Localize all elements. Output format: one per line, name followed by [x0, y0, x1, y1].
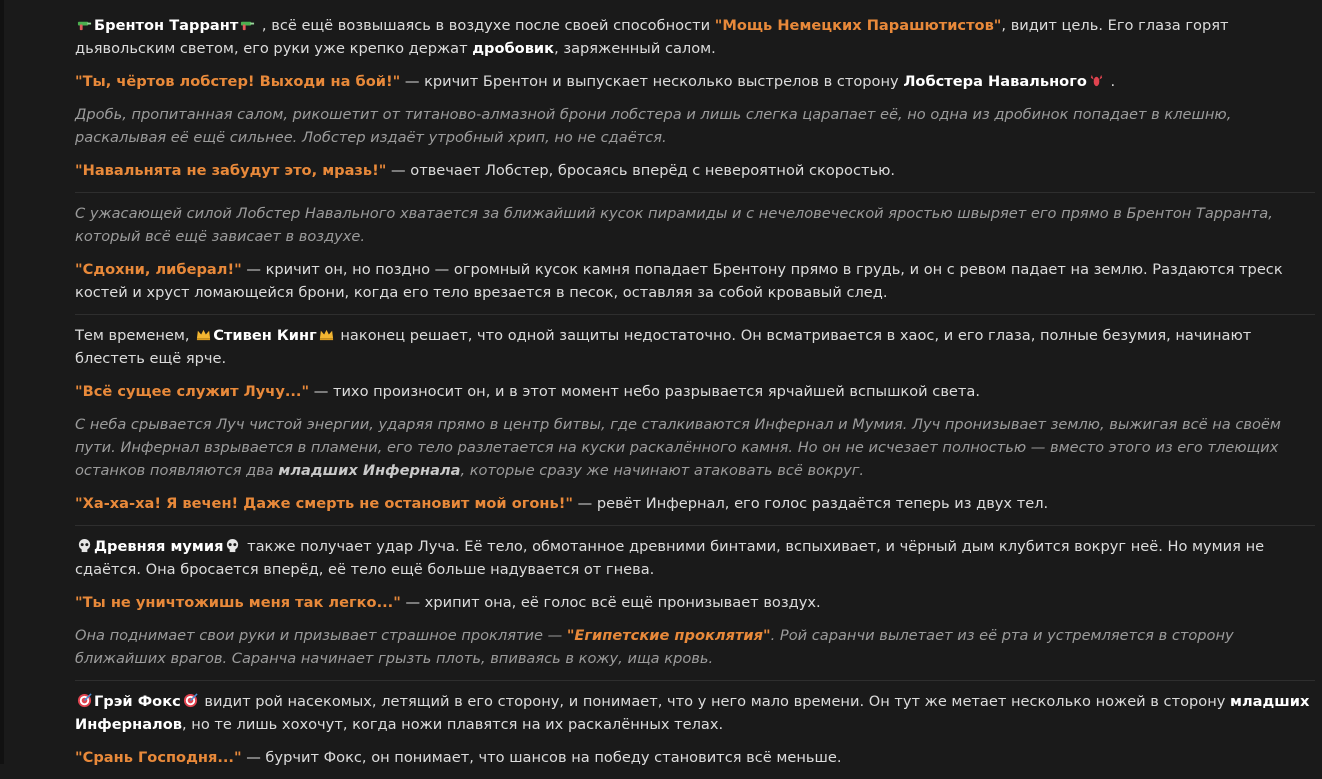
story-paragraph	[75, 380, 1315, 403]
bold-term: младших Инфернала	[278, 462, 461, 479]
text: С неба срывается Луч чистой энергии, ударяя прямо в центр битвы, где сталкиваются Инфернал и Мумия. Луч пронизывает землю, выжигая всё на своём пути. Инфернал взрывается в пламени, его тело разлетается на куски раскалённого камня. Но он не исчезает полностью — вместо этого из его тлеющих останков появляются два	[75, 416, 1281, 479]
text: , которые сразу же начинают атаковать всё вокруг.	[460, 462, 865, 479]
bold-term: младших Инферналов	[75, 693, 1310, 733]
narration-paragraph	[75, 413, 1315, 482]
text: видит рой насекомых, летящий в его сторону, и понимает, что у него мало времени. Он тут же метает несколько ножей в сторону	[199, 693, 1231, 710]
lobster-icon	[1089, 73, 1104, 88]
story-paragraph	[75, 746, 1315, 769]
bullseye-icon	[77, 693, 92, 708]
story-paragraph	[75, 690, 1315, 736]
story-paragraph	[75, 535, 1315, 581]
text: , всё ещё возвышаясь в воздухе после своей способности	[257, 17, 715, 34]
weapon-name: дробовик	[472, 40, 555, 57]
dialogue-quote: "Ты не уничтожишь меня так легко..."	[75, 594, 401, 611]
text: , видит цель. Его глаза горят дьявольским светом, его руки уже крепко держат	[75, 17, 1229, 57]
text: Тем временем,	[75, 327, 195, 344]
narration-paragraph	[75, 103, 1315, 149]
dialogue-quote: "Навальнята не забудут это, мразь!"	[75, 162, 387, 179]
character-name: Брентон Таррант	[94, 17, 239, 34]
text: . Рой саранчи вылетает из её рта и устремляется в сторону ближайших врагов. Саранча начинает грызть плоть, впиваясь в кожу, ища кровь.	[75, 627, 1234, 667]
divider	[75, 314, 1315, 315]
crown-icon	[319, 327, 334, 342]
narration-paragraph	[75, 624, 1315, 670]
dialogue-quote: "Всё сущее служит Лучу..."	[75, 383, 310, 400]
divider	[75, 680, 1315, 681]
text: , заряженный салом.	[554, 40, 716, 57]
story-paragraph	[75, 591, 1315, 614]
crown-icon	[196, 327, 211, 342]
text: — тихо произносит он, и в этот момент небо разрывается ярчайшей вспышкой света.	[309, 383, 980, 400]
story-paragraph	[75, 70, 1315, 93]
character-name: Лобстера Навального	[903, 73, 1087, 90]
water-pistol-icon	[240, 17, 255, 32]
ability-name: "Мощь Немецких Парашютистов"	[714, 17, 1002, 34]
bullseye-icon	[183, 693, 198, 708]
story-paragraph	[75, 492, 1315, 515]
text: также получает удар Луча. Её тело, обмотанное древними бинтами, вспыхивает, и чёрный дым клубится вокруг неё. Но мумия не сдаётся. Она бросается вперёд, её тело ещё больше надувается от гнева.	[75, 538, 1265, 578]
text: — отвечает Лобстер, бросаясь вперёд с невероятной скоростью.	[386, 162, 896, 179]
skull-icon	[225, 538, 240, 553]
text: — хрипит она, её голос всё ещё пронизывает воздух.	[400, 594, 821, 611]
divider	[75, 525, 1315, 526]
story-paragraph	[75, 324, 1315, 370]
story-paragraph	[75, 159, 1315, 182]
dialogue-quote: "Сдохни, либерал!"	[75, 261, 242, 278]
text: — кричит Брентон и выпускает несколько выстрелов в сторону	[400, 73, 904, 90]
ability-name: "Египетские проклятия"	[566, 627, 771, 644]
character-name: Грэй Фокс	[94, 693, 181, 710]
story-paragraph	[75, 14, 1315, 60]
text: — кричит он, но поздно — огромный кусок камня попадает Брентону прямо в грудь, и он с ревом падает на землю. Раздаются треск костей и хруст ломающейся брони, когда его тело врезается в песок, оставляя за собой кровавый след.	[75, 261, 1283, 301]
text: , но те лишь хохочут, когда ножи плавятся на их раскалённых телах.	[182, 716, 724, 733]
water-pistol-icon	[77, 17, 92, 32]
left-edge	[0, 0, 4, 764]
text: Дробь, пропитанная салом, рикошетит от титаново-алмазной брони лобстера и лишь слегка царапает её, но одна из дробинок попадает в клешню, раскалывая её ещё сильнее. Лобстер издаёт утробный хрип, но не сдаётся.	[75, 106, 1232, 146]
character-name: Древняя мумия	[94, 538, 224, 555]
skull-icon	[77, 538, 92, 553]
text: наконец решает, что одной защиты недостаточно. Он всматривается в хаос, и его глаза, полные безумия, начинают блестеть ещё ярче.	[75, 327, 1252, 367]
dialogue-quote: "Ты, чёртов лобстер! Выходи на бой!"	[75, 73, 401, 90]
story-paragraph	[75, 258, 1315, 304]
dialogue-quote: "Срань Господня..."	[75, 749, 242, 766]
story-log	[75, 14, 1315, 779]
text: .	[1105, 73, 1116, 90]
narration-paragraph	[75, 202, 1315, 248]
text: Она поднимает свои руки и призывает страшное проклятие —	[75, 627, 567, 644]
dialogue-quote: "Ха-ха-ха! Я вечен! Даже смерть не остановит мой огонь!"	[75, 495, 573, 512]
text: С ужасающей силой Лобстер Навального хватается за ближайший кусок пирамиды и с нечеловеческой яростью швыряет его прямо в Брентон Тарранта, который всё ещё зависает в воздухе.	[75, 205, 1273, 245]
character-name: Стивен Кинг	[213, 327, 317, 344]
text: — ревёт Инфернал, его голос раздаётся теперь из двух тел.	[572, 495, 1049, 512]
divider	[75, 192, 1315, 193]
text: — бурчит Фокс, он понимает, что шансов на победу становится всё меньше.	[241, 749, 842, 766]
